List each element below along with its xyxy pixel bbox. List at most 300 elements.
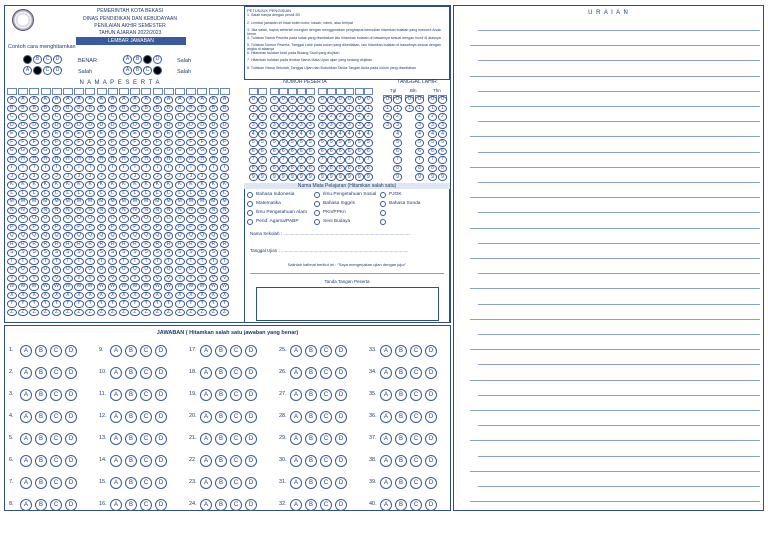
tgl-bubble[interactable]: 8 — [393, 165, 402, 173]
name-bubble[interactable]: W — [197, 283, 207, 291]
name-bubble[interactable]: A — [97, 96, 107, 104]
name-bubble[interactable]: C — [108, 113, 118, 121]
nomor-digit-box[interactable] — [306, 88, 315, 95]
name-bubble[interactable]: X — [108, 292, 118, 300]
name-bubble[interactable]: P — [130, 224, 140, 232]
nomor-bubble[interactable]: 6 — [336, 148, 345, 156]
name-bubble[interactable]: D — [29, 122, 39, 130]
nomor-bubble[interactable]: 0 — [364, 96, 373, 104]
name-bubble[interactable]: B — [108, 105, 118, 113]
name-bubble[interactable]: G — [153, 147, 163, 155]
tgl-bubble[interactable]: 1 — [405, 105, 414, 113]
nomor-bubble[interactable]: 4 — [279, 130, 288, 138]
name-bubble[interactable]: D — [18, 122, 28, 130]
name-bubble[interactable]: J — [197, 173, 207, 181]
answer-bubble[interactable]: C — [50, 477, 62, 489]
nomor-digit-box[interactable] — [270, 88, 279, 95]
answer-bubble[interactable]: C — [230, 411, 242, 423]
name-bubble[interactable]: S — [197, 249, 207, 257]
answer-bubble[interactable]: A — [290, 367, 302, 379]
name-bubble[interactable]: Z — [97, 309, 107, 317]
name-bubble[interactable]: Z — [85, 309, 95, 317]
subject-bubble[interactable] — [380, 210, 386, 216]
nomor-bubble[interactable]: 5 — [270, 139, 279, 147]
name-bubble[interactable]: E — [63, 130, 73, 138]
name-bubble[interactable]: R — [97, 241, 107, 249]
name-bubble[interactable]: D — [141, 122, 151, 130]
name-bubble[interactable]: N — [63, 207, 73, 215]
name-bubble[interactable]: M — [18, 198, 28, 206]
name-bubble[interactable]: A — [130, 96, 140, 104]
name-bubble[interactable]: Q — [164, 232, 174, 240]
name-bubble[interactable]: T — [108, 258, 118, 266]
nomor-bubble[interactable]: 1 — [297, 105, 306, 113]
tgl-bubble[interactable]: 1 — [415, 105, 424, 113]
name-bubble[interactable]: V — [153, 275, 163, 283]
name-bubble[interactable]: M — [41, 198, 51, 206]
answer-bubble[interactable]: C — [50, 433, 62, 445]
nomor-bubble[interactable]: 1 — [345, 105, 354, 113]
tgl-bubble[interactable]: 9 — [393, 173, 402, 181]
nomor-bubble[interactable]: 5 — [297, 139, 306, 147]
nomor-bubble[interactable]: 7 — [306, 156, 315, 164]
name-bubble[interactable]: Q — [41, 232, 51, 240]
tgl-bubble[interactable]: 5 — [415, 139, 424, 147]
name-bubble[interactable]: S — [141, 249, 151, 257]
nomor-bubble[interactable]: 4 — [288, 130, 297, 138]
name-bubble[interactable]: M — [119, 198, 129, 206]
name-bubble[interactable]: T — [7, 258, 17, 266]
name-bubble[interactable]: F — [41, 139, 51, 147]
name-bubble[interactable]: Z — [153, 309, 163, 317]
answer-bubble[interactable]: C — [50, 367, 62, 379]
name-bubble[interactable]: J — [209, 173, 219, 181]
tgl-bubble[interactable]: 1 — [428, 105, 437, 113]
nomor-bubble[interactable]: 2 — [345, 113, 354, 121]
uraian-line[interactable] — [478, 395, 760, 396]
answer-bubble[interactable]: A — [290, 499, 302, 511]
name-bubble[interactable]: E — [141, 130, 151, 138]
answer-bubble[interactable]: A — [380, 345, 392, 357]
nama-sekolah-field[interactable]: Nama Sekolah : ...................................................................................................... — [250, 231, 411, 236]
name-bubble[interactable]: T — [197, 258, 207, 266]
name-bubble[interactable]: K — [63, 181, 73, 189]
answer-bubble[interactable]: B — [35, 367, 47, 379]
name-bubble[interactable]: B — [119, 105, 129, 113]
tgl-bubble[interactable]: 7 — [415, 156, 424, 164]
name-bubble[interactable]: M — [220, 198, 230, 206]
name-bubble[interactable]: O — [29, 215, 39, 223]
name-bubble[interactable]: C — [164, 113, 174, 121]
name-bubble[interactable]: V — [130, 275, 140, 283]
name-bubble[interactable]: H — [85, 156, 95, 164]
answer-bubble[interactable]: C — [50, 499, 62, 511]
nomor-bubble[interactable]: 7 — [258, 156, 267, 164]
name-bubble[interactable]: N — [119, 207, 129, 215]
tgl-bubble[interactable]: 0 — [438, 96, 447, 104]
name-bubble[interactable]: K — [97, 181, 107, 189]
name-bubble[interactable]: T — [220, 258, 230, 266]
name-bubble[interactable]: R — [74, 241, 84, 249]
answer-bubble[interactable]: D — [65, 455, 77, 467]
nomor-bubble[interactable]: 0 — [327, 96, 336, 104]
nomor-digit-box[interactable] — [327, 88, 336, 95]
nomor-bubble[interactable]: 7 — [279, 156, 288, 164]
name-bubble[interactable]: R — [141, 241, 151, 249]
name-bubble[interactable]: Q — [119, 232, 129, 240]
name-bubble[interactable]: M — [29, 198, 39, 206]
name-bubble[interactable]: H — [41, 156, 51, 164]
name-bubble[interactable]: N — [209, 207, 219, 215]
name-bubble[interactable]: Y — [164, 300, 174, 308]
name-bubble[interactable]: V — [97, 275, 107, 283]
name-bubble[interactable]: F — [74, 139, 84, 147]
answer-bubble[interactable]: B — [35, 433, 47, 445]
name-bubble[interactable]: E — [153, 130, 163, 138]
name-bubble[interactable]: D — [197, 122, 207, 130]
name-bubble[interactable]: R — [197, 241, 207, 249]
name-bubble[interactable]: Y — [220, 300, 230, 308]
answer-bubble[interactable]: D — [65, 433, 77, 445]
answer-bubble[interactable]: A — [200, 367, 212, 379]
name-bubble[interactable]: G — [41, 147, 51, 155]
nomor-bubble[interactable]: 1 — [336, 105, 345, 113]
answer-bubble[interactable]: C — [140, 345, 152, 357]
name-bubble[interactable]: X — [197, 292, 207, 300]
name-bubble[interactable]: A — [175, 96, 185, 104]
name-bubble[interactable]: U — [18, 266, 28, 274]
name-bubble[interactable]: I — [186, 164, 196, 172]
uraian-line[interactable] — [470, 440, 760, 441]
nomor-bubble[interactable]: 1 — [306, 105, 315, 113]
name-bubble[interactable]: R — [108, 241, 118, 249]
answer-bubble[interactable]: B — [125, 455, 137, 467]
name-bubble[interactable]: G — [18, 147, 28, 155]
nomor-bubble[interactable]: 9 — [249, 173, 258, 181]
name-bubble[interactable]: S — [85, 249, 95, 257]
name-bubble[interactable]: R — [164, 241, 174, 249]
name-bubble[interactable]: F — [153, 139, 163, 147]
name-bubble[interactable]: V — [85, 275, 95, 283]
name-bubble[interactable]: C — [220, 113, 230, 121]
answer-bubble[interactable]: A — [200, 411, 212, 423]
tgl-bubble[interactable]: 3 — [415, 122, 424, 130]
name-bubble[interactable]: T — [29, 258, 39, 266]
nomor-bubble[interactable]: 9 — [355, 173, 364, 181]
answer-bubble[interactable]: C — [50, 345, 62, 357]
answer-bubble[interactable]: D — [245, 455, 257, 467]
name-bubble[interactable]: J — [164, 173, 174, 181]
answer-bubble[interactable]: D — [155, 433, 167, 445]
name-bubble[interactable]: W — [41, 283, 51, 291]
tgl-bubble[interactable]: 3 — [393, 122, 402, 130]
name-bubble[interactable]: A — [209, 96, 219, 104]
name-bubble[interactable]: K — [85, 181, 95, 189]
answer-bubble[interactable]: B — [215, 389, 227, 401]
name-bubble[interactable]: D — [186, 122, 196, 130]
name-bubble[interactable]: G — [63, 147, 73, 155]
nomor-bubble[interactable]: 6 — [279, 148, 288, 156]
name-bubble[interactable]: Q — [85, 232, 95, 240]
name-bubble[interactable]: L — [29, 190, 39, 198]
name-bubble[interactable]: F — [186, 139, 196, 147]
name-bubble[interactable]: Q — [141, 232, 151, 240]
name-bubble[interactable]: F — [130, 139, 140, 147]
name-bubble[interactable]: T — [18, 258, 28, 266]
name-bubble[interactable]: K — [130, 181, 140, 189]
name-bubble[interactable]: X — [164, 292, 174, 300]
name-bubble[interactable]: P — [197, 224, 207, 232]
uraian-line[interactable] — [478, 30, 760, 31]
name-bubble[interactable]: B — [209, 105, 219, 113]
name-bubble[interactable]: H — [18, 156, 28, 164]
nomor-bubble[interactable]: 9 — [279, 173, 288, 181]
answer-bubble[interactable]: A — [380, 389, 392, 401]
tgl-bubble[interactable]: 4 — [428, 130, 437, 138]
name-bubble[interactable]: L — [85, 190, 95, 198]
name-bubble[interactable]: W — [63, 283, 73, 291]
tgl-bubble[interactable]: 8 — [428, 165, 437, 173]
name-bubble[interactable]: Q — [175, 232, 185, 240]
uraian-line[interactable] — [478, 91, 760, 92]
name-letter-box[interactable] — [153, 88, 163, 95]
name-bubble[interactable]: U — [220, 266, 230, 274]
name-bubble[interactable]: Z — [130, 309, 140, 317]
name-bubble[interactable]: P — [7, 224, 17, 232]
answer-bubble[interactable]: D — [425, 477, 437, 489]
name-bubble[interactable]: Q — [7, 232, 17, 240]
uraian-line[interactable] — [478, 273, 760, 274]
name-bubble[interactable]: K — [29, 181, 39, 189]
nomor-bubble[interactable]: 4 — [258, 130, 267, 138]
answer-bubble[interactable]: A — [110, 499, 122, 511]
name-bubble[interactable]: X — [18, 292, 28, 300]
name-bubble[interactable]: L — [209, 190, 219, 198]
name-bubble[interactable]: B — [153, 105, 163, 113]
answer-bubble[interactable]: A — [200, 455, 212, 467]
answer-bubble[interactable]: C — [140, 411, 152, 423]
nomor-bubble[interactable]: 8 — [364, 165, 373, 173]
name-bubble[interactable]: H — [119, 156, 129, 164]
answer-bubble[interactable]: A — [20, 455, 32, 467]
nomor-bubble[interactable]: 7 — [364, 156, 373, 164]
answer-bubble[interactable]: B — [305, 477, 317, 489]
name-bubble[interactable]: Q — [29, 232, 39, 240]
name-bubble[interactable]: Z — [41, 309, 51, 317]
name-bubble[interactable]: Q — [197, 232, 207, 240]
name-bubble[interactable]: N — [141, 207, 151, 215]
answer-bubble[interactable]: D — [155, 411, 167, 423]
name-bubble[interactable]: A — [141, 96, 151, 104]
name-letter-box[interactable] — [220, 88, 230, 95]
name-bubble[interactable]: I — [119, 164, 129, 172]
name-bubble[interactable]: M — [197, 198, 207, 206]
nomor-bubble[interactable]: 8 — [327, 165, 336, 173]
tgl-bubble[interactable]: 3 — [438, 122, 447, 130]
subject-bubble[interactable] — [247, 219, 253, 225]
nomor-bubble[interactable]: 6 — [270, 148, 279, 156]
answer-bubble[interactable]: B — [125, 433, 137, 445]
tgl-bubble[interactable]: 1 — [438, 105, 447, 113]
answer-bubble[interactable]: B — [305, 499, 317, 511]
name-bubble[interactable]: G — [29, 147, 39, 155]
answer-bubble[interactable]: A — [110, 345, 122, 357]
nomor-bubble[interactable]: 9 — [297, 173, 306, 181]
name-bubble[interactable]: I — [63, 164, 73, 172]
name-bubble[interactable]: M — [74, 198, 84, 206]
answer-bubble[interactable]: B — [35, 455, 47, 467]
name-bubble[interactable]: F — [7, 139, 17, 147]
answer-bubble[interactable]: B — [215, 499, 227, 511]
answer-bubble[interactable]: D — [65, 499, 77, 511]
name-bubble[interactable]: F — [52, 139, 62, 147]
name-letter-box[interactable] — [186, 88, 196, 95]
answer-bubble[interactable]: A — [290, 389, 302, 401]
name-bubble[interactable]: Z — [197, 309, 207, 317]
uraian-line[interactable] — [470, 380, 760, 381]
name-bubble[interactable]: E — [7, 130, 17, 138]
name-bubble[interactable]: F — [97, 139, 107, 147]
name-bubble[interactable]: O — [119, 215, 129, 223]
name-bubble[interactable]: V — [197, 275, 207, 283]
name-bubble[interactable]: T — [119, 258, 129, 266]
answer-bubble[interactable]: D — [425, 499, 437, 511]
uraian-line[interactable] — [470, 319, 760, 320]
tgl-bubble[interactable]: 6 — [415, 148, 424, 156]
name-bubble[interactable]: C — [119, 113, 129, 121]
uraian-line[interactable] — [470, 349, 760, 350]
name-bubble[interactable]: O — [41, 215, 51, 223]
answer-bubble[interactable]: B — [125, 389, 137, 401]
name-bubble[interactable]: U — [74, 266, 84, 274]
name-bubble[interactable]: J — [186, 173, 196, 181]
nomor-bubble[interactable]: 8 — [288, 165, 297, 173]
name-bubble[interactable]: A — [18, 96, 28, 104]
name-bubble[interactable]: R — [153, 241, 163, 249]
answer-bubble[interactable]: A — [110, 477, 122, 489]
name-bubble[interactable]: U — [130, 266, 140, 274]
name-bubble[interactable]: I — [41, 164, 51, 172]
subject-bubble[interactable] — [314, 219, 320, 225]
name-bubble[interactable]: D — [220, 122, 230, 130]
answer-bubble[interactable]: D — [245, 433, 257, 445]
nomor-bubble[interactable]: 1 — [318, 105, 327, 113]
name-bubble[interactable]: I — [220, 164, 230, 172]
name-bubble[interactable]: T — [41, 258, 51, 266]
name-bubble[interactable]: W — [153, 283, 163, 291]
name-bubble[interactable]: J — [7, 173, 17, 181]
name-bubble[interactable]: E — [18, 130, 28, 138]
tgl-bubble[interactable]: 7 — [438, 156, 447, 164]
answer-bubble[interactable]: B — [215, 411, 227, 423]
name-bubble[interactable]: I — [18, 164, 28, 172]
name-bubble[interactable]: U — [7, 266, 17, 274]
name-bubble[interactable]: C — [18, 113, 28, 121]
name-bubble[interactable]: S — [175, 249, 185, 257]
name-bubble[interactable]: B — [41, 105, 51, 113]
name-bubble[interactable]: Q — [186, 232, 196, 240]
name-bubble[interactable]: P — [52, 224, 62, 232]
name-bubble[interactable]: A — [63, 96, 73, 104]
answer-bubble[interactable]: B — [395, 367, 407, 379]
answer-bubble[interactable]: D — [155, 477, 167, 489]
name-bubble[interactable]: E — [164, 130, 174, 138]
name-bubble[interactable]: A — [29, 96, 39, 104]
name-bubble[interactable]: E — [74, 130, 84, 138]
answer-bubble[interactable]: B — [305, 345, 317, 357]
name-bubble[interactable]: Y — [130, 300, 140, 308]
name-bubble[interactable]: V — [164, 275, 174, 283]
name-bubble[interactable]: P — [63, 224, 73, 232]
name-bubble[interactable]: Z — [63, 309, 73, 317]
tgl-bubble[interactable]: 5 — [393, 139, 402, 147]
nomor-bubble[interactable]: 1 — [288, 105, 297, 113]
nomor-bubble[interactable]: 8 — [249, 165, 258, 173]
nomor-bubble[interactable]: 2 — [364, 113, 373, 121]
name-bubble[interactable]: H — [29, 156, 39, 164]
nomor-bubble[interactable]: 6 — [249, 148, 258, 156]
nomor-bubble[interactable]: 1 — [258, 105, 267, 113]
name-bubble[interactable]: H — [153, 156, 163, 164]
nomor-bubble[interactable]: 3 — [258, 122, 267, 130]
name-bubble[interactable]: B — [7, 105, 17, 113]
name-bubble[interactable]: L — [164, 190, 174, 198]
name-bubble[interactable]: O — [220, 215, 230, 223]
subject-bubble[interactable] — [247, 201, 253, 207]
subject-bubble[interactable] — [247, 210, 253, 216]
answer-bubble[interactable]: B — [35, 389, 47, 401]
name-bubble[interactable]: Z — [164, 309, 174, 317]
name-bubble[interactable]: S — [18, 249, 28, 257]
name-bubble[interactable]: Y — [18, 300, 28, 308]
name-bubble[interactable]: J — [74, 173, 84, 181]
name-bubble[interactable]: L — [74, 190, 84, 198]
nomor-digit-box[interactable] — [355, 88, 364, 95]
name-bubble[interactable]: H — [220, 156, 230, 164]
name-bubble[interactable]: P — [41, 224, 51, 232]
answer-bubble[interactable]: D — [65, 389, 77, 401]
name-bubble[interactable]: N — [52, 207, 62, 215]
name-bubble[interactable]: L — [141, 190, 151, 198]
nomor-bubble[interactable]: 3 — [355, 122, 364, 130]
name-bubble[interactable]: K — [164, 181, 174, 189]
name-bubble[interactable]: B — [97, 105, 107, 113]
uraian-line[interactable] — [470, 471, 760, 472]
name-bubble[interactable]: Q — [52, 232, 62, 240]
uraian-line[interactable] — [478, 304, 760, 305]
answer-bubble[interactable]: B — [215, 477, 227, 489]
name-bubble[interactable]: G — [97, 147, 107, 155]
name-bubble[interactable]: K — [153, 181, 163, 189]
name-bubble[interactable]: K — [175, 181, 185, 189]
answer-bubble[interactable]: D — [65, 367, 77, 379]
name-bubble[interactable]: C — [209, 113, 219, 121]
name-bubble[interactable]: H — [141, 156, 151, 164]
name-bubble[interactable]: S — [119, 249, 129, 257]
answer-bubble[interactable]: B — [35, 499, 47, 511]
tgl-bubble[interactable]: 1 — [393, 105, 402, 113]
name-bubble[interactable]: A — [220, 96, 230, 104]
name-bubble[interactable]: O — [74, 215, 84, 223]
name-bubble[interactable]: X — [119, 292, 129, 300]
nomor-bubble[interactable]: 3 — [336, 122, 345, 130]
name-bubble[interactable]: N — [41, 207, 51, 215]
nomor-bubble[interactable]: 8 — [318, 165, 327, 173]
name-bubble[interactable]: W — [220, 283, 230, 291]
name-bubble[interactable]: A — [41, 96, 51, 104]
name-bubble[interactable]: C — [63, 113, 73, 121]
name-bubble[interactable]: Z — [220, 309, 230, 317]
